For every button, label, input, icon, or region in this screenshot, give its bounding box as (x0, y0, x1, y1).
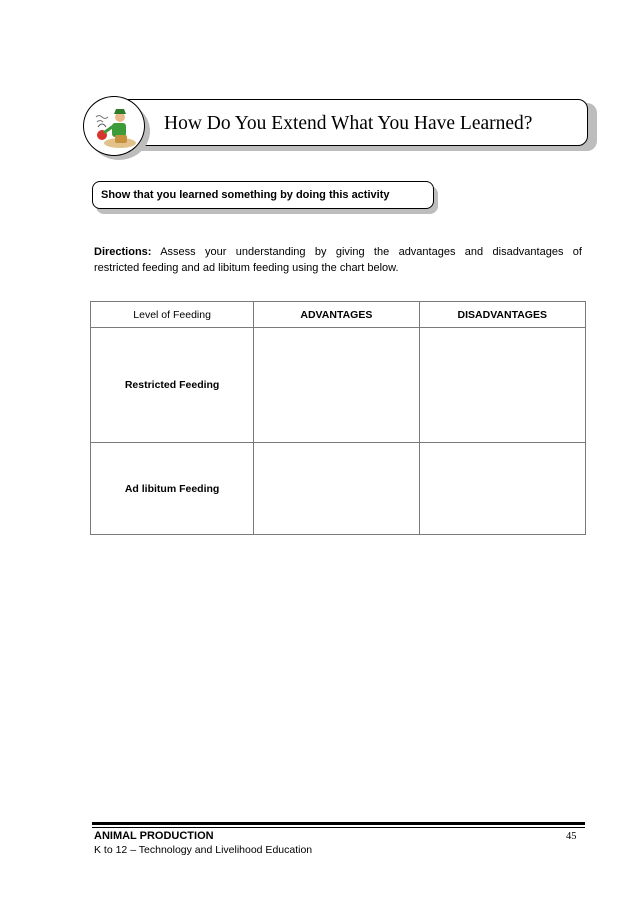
directions-line-2: restricted feeding and ad libitum feeding using the chart below. (94, 262, 399, 274)
column-header-level (91, 302, 254, 328)
table-row (91, 328, 586, 443)
table-row (91, 443, 586, 535)
page-number: 45 (566, 831, 577, 842)
row-label-ad-libitum: Ad libitum Feeding (91, 443, 254, 535)
advantages-cell[interactable] (254, 328, 419, 443)
table-header-row (91, 302, 586, 328)
footer-subject: ANIMAL PRODUCTION (94, 830, 214, 842)
advantages-cell[interactable] (254, 443, 419, 535)
footer-course: K to 12 – Technology and Livelihood Education (94, 844, 313, 856)
directions-label: Directions: (94, 246, 152, 258)
disadvantages-cell[interactable] (419, 328, 585, 443)
footer-rule-thick (92, 822, 585, 825)
row-label-restricted: Restricted Feeding (91, 328, 254, 443)
farmer-cooking-icon (83, 96, 145, 156)
feeding-chart-table (90, 301, 586, 535)
column-header-disadvantages: DISADVANTAGES (419, 302, 585, 328)
column-header-advantages: ADVANTAGES (254, 302, 419, 328)
disadvantages-cell[interactable] (419, 443, 585, 535)
directions-line-1 (94, 244, 582, 260)
directions-paragraph (94, 244, 582, 276)
page-title: How Do You Extend What You Have Learned? (164, 113, 533, 134)
footer-rule-thin (92, 827, 585, 828)
directions-line1-text: Assess your understanding by giving the advantages and disadvantages of (160, 246, 582, 258)
instruction-text: Show that you learned something by doing this activity (101, 189, 390, 201)
column-header-level-text: Level of Feeding (133, 308, 211, 321)
